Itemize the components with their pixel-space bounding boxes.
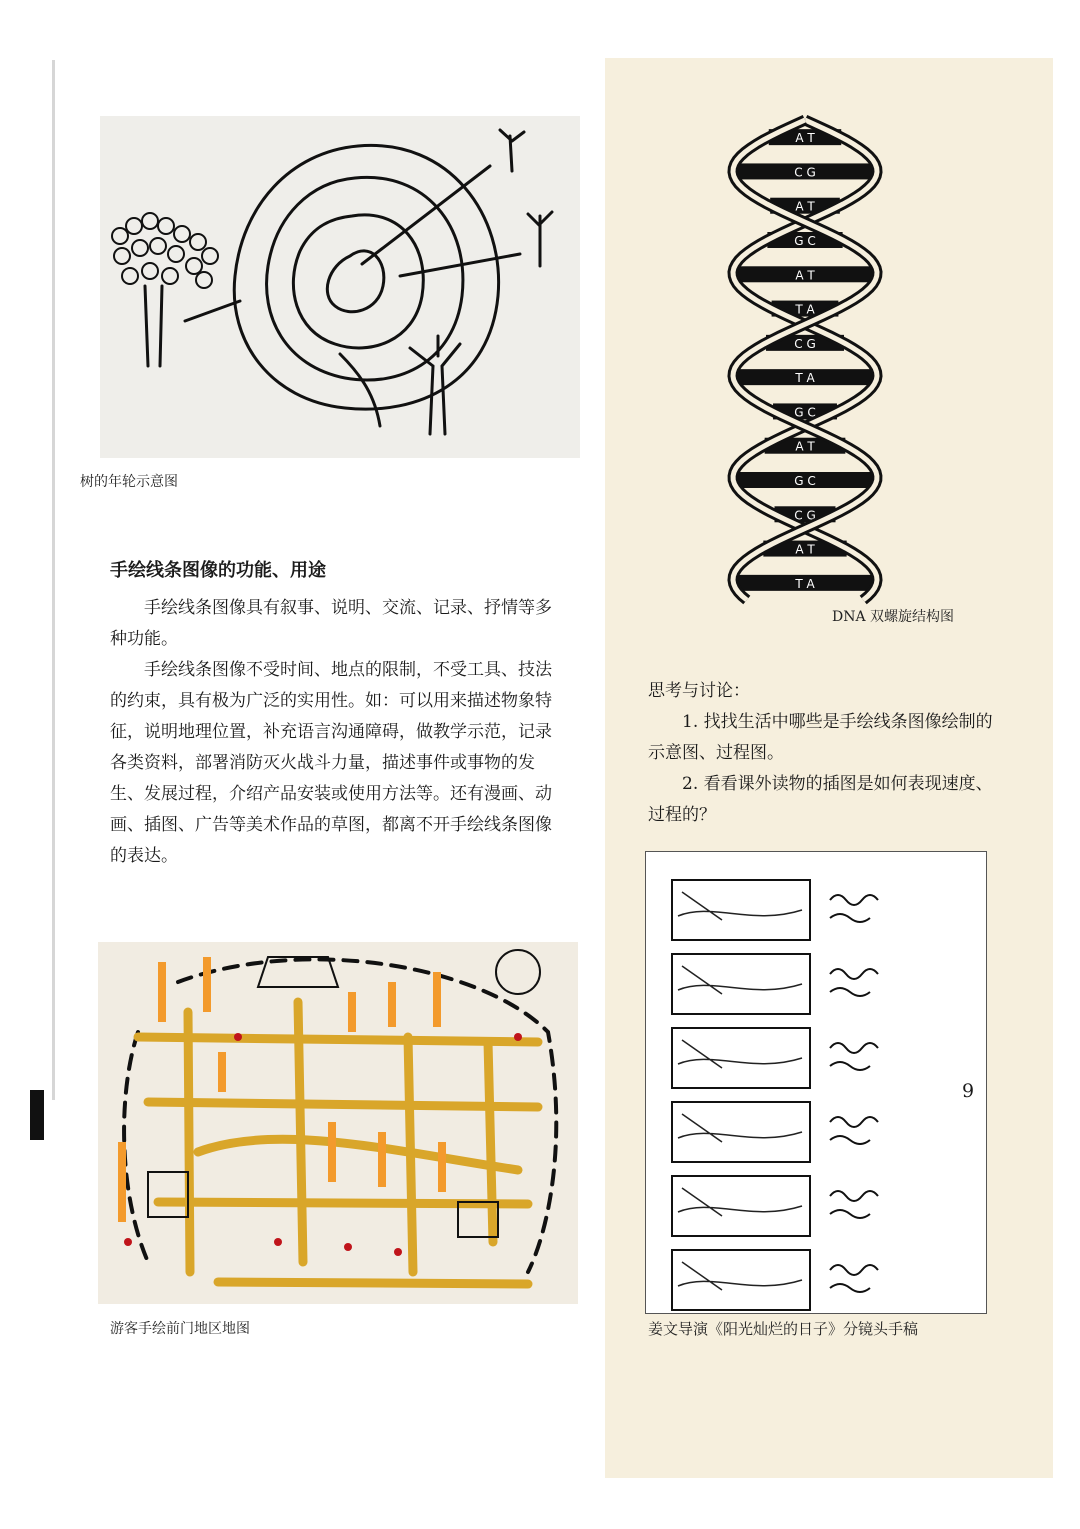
discussion-title: 思考与讨论：	[648, 681, 750, 701]
storyboard-sketch-strokes	[678, 1114, 802, 1142]
storyboard-frame	[672, 1102, 810, 1162]
dna-base-pair-label: G C	[794, 405, 816, 420]
dna-base-pair-label: G C	[794, 474, 816, 488]
tree-rings-caption: 树的年轮示意图	[80, 474, 178, 490]
dna-base-pair-label: C G	[794, 336, 816, 351]
storyboard-frame	[672, 1176, 810, 1236]
storyboard-sketch-strokes	[678, 1188, 802, 1216]
page-number: 9	[962, 1080, 975, 1102]
storyboard-frame	[672, 880, 810, 940]
page-mark	[30, 1090, 44, 1140]
storyboard-frame	[672, 1028, 810, 1088]
tree-rings-illustration	[100, 116, 580, 458]
storyboard-handwritten-note	[830, 969, 878, 996]
dna-base-pair-label: T A	[795, 576, 815, 591]
qianmen-hand-drawn-map	[98, 942, 578, 1304]
discussion-question-2: 2. 看看课外读物的插图是如何表现速度、过程的？	[648, 774, 993, 825]
dna-base-pair-label: A T	[795, 131, 815, 146]
storyboard-frame	[672, 954, 810, 1014]
storyboard-caption: 姜文导演《阳光灿烂的日子》分镜头手稿	[648, 1320, 919, 1338]
storyboard-handwritten-note	[830, 1265, 878, 1292]
storyboard-sketch-strokes	[678, 1040, 802, 1068]
dna-base-pair-label: A T	[795, 199, 815, 214]
dna-double-helix-illustration	[700, 108, 910, 616]
dna-base-pair-label: T A	[795, 371, 815, 386]
storyboard-frame	[672, 1250, 810, 1310]
storyboard-sketch-strokes	[678, 1262, 802, 1290]
dna-base-pair-label: C G	[794, 165, 816, 180]
discussion-question-1: 1. 找找生活中哪些是手绘线条图像绘制的示意图、过程图。	[648, 712, 993, 763]
storyboard-handwritten-note	[830, 1117, 878, 1144]
dna-base-pair-label: A T	[795, 542, 815, 557]
storyboard-sketch-strokes	[678, 966, 802, 994]
storyboard-handwritten-note	[830, 895, 878, 922]
dna-base-pair-label: C G	[794, 508, 816, 523]
storyboard-sketch-strokes	[678, 892, 802, 920]
storyboard-manuscript	[645, 851, 987, 1314]
paragraph-uses: 手绘线条图像不受时间、地点的限制，不受工具、技法的约束，具有极为广泛的实用性。如：可以用来描述物象特征，说明地理位置，补充语言沟通障碍，做教学示范，记录各类资料，部署消防灭火战斗力量，描述事件或事物的发生、发展过程，介绍产品安装或使用方法等。还有漫画、动画、插图、广告等美术作品的草图，都离不开手绘线条图像的表达。	[110, 660, 552, 866]
dna-base-pair-label: A T	[795, 439, 815, 454]
section-heading: 手绘线条图像的功能、用途	[110, 560, 326, 581]
qianmen-map-caption: 游客手绘前门地区地图	[110, 1321, 250, 1337]
paragraph-functions: 手绘线条图像具有叙事、说明、交流、记录、抒情等多种功能。	[110, 598, 552, 649]
storyboard-handwritten-note	[830, 1191, 878, 1218]
dna-base-pair-label: T A	[795, 302, 815, 317]
page-edge	[52, 60, 55, 1100]
storyboard-handwritten-note	[830, 1043, 878, 1070]
dna-base-pair-label: G C	[794, 234, 816, 248]
dna-base-pair-label: A T	[795, 268, 815, 283]
dna-caption: DNA 双螺旋结构图	[832, 609, 955, 625]
